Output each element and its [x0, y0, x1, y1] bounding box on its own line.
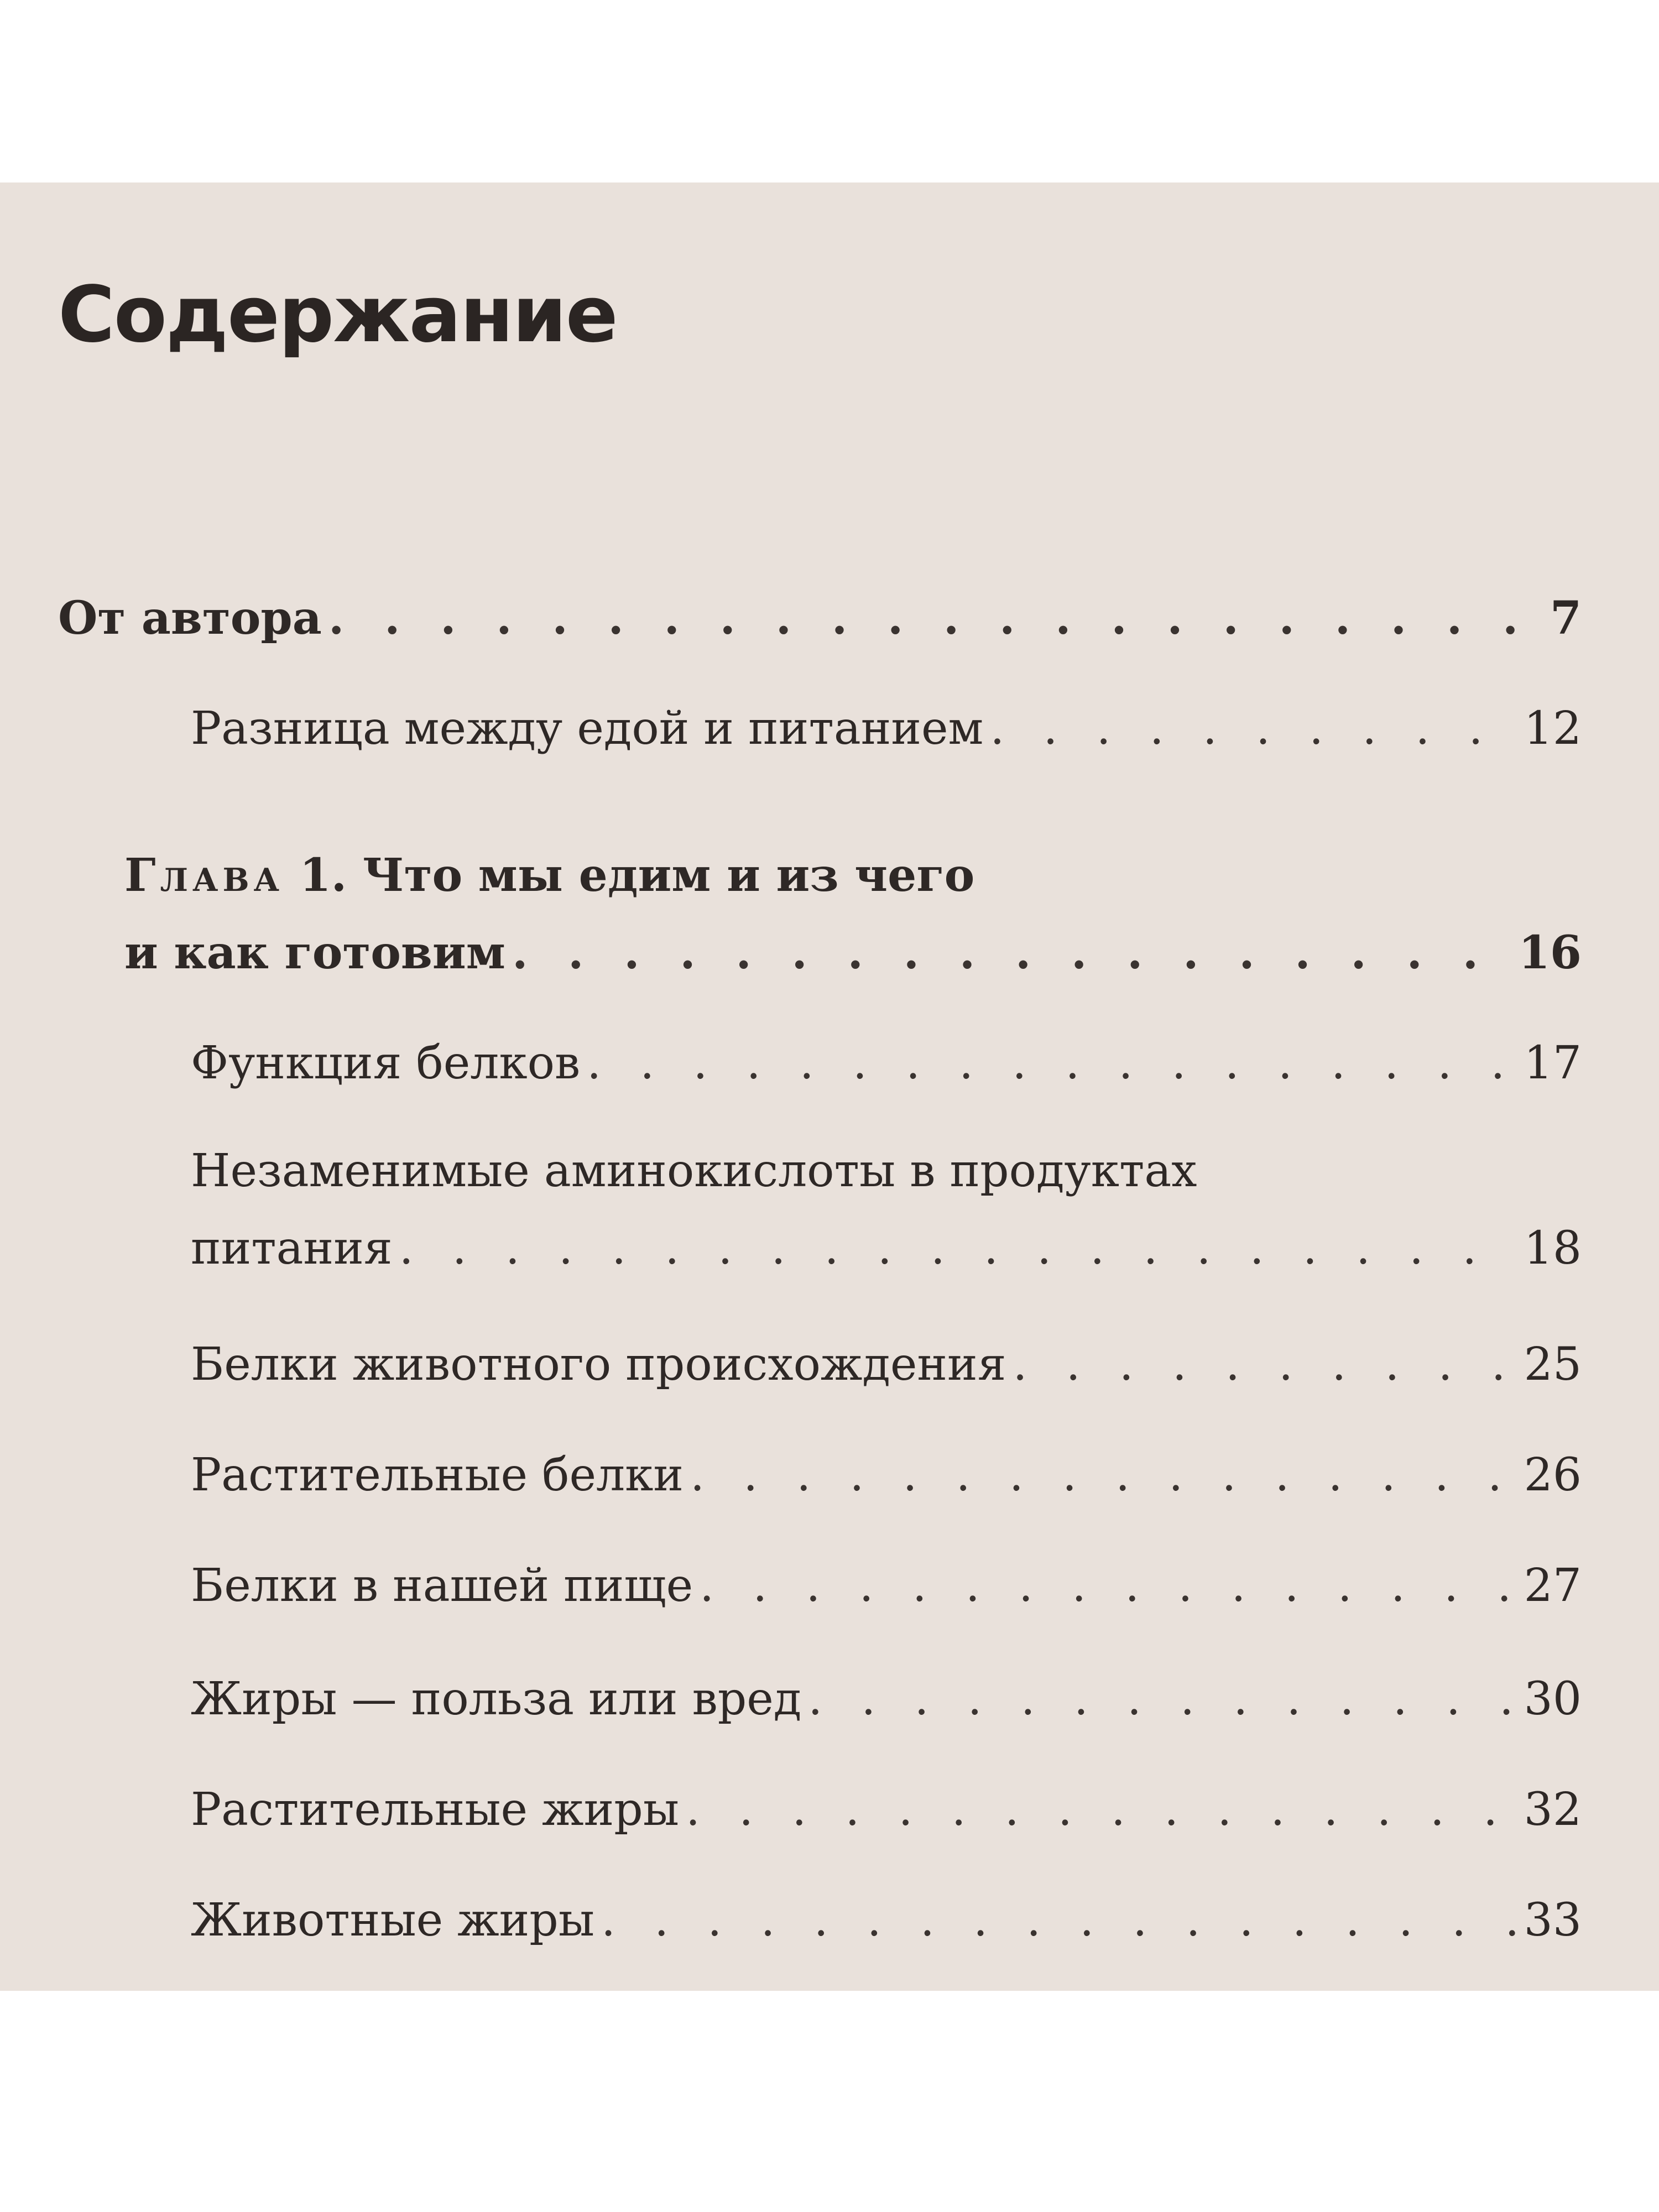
dot-leader	[990, 702, 1517, 755]
toc-page-number: 27	[1524, 1559, 1582, 1612]
dot-leader	[700, 1559, 1517, 1612]
toc-entry-title: От автора	[58, 592, 322, 645]
toc-entry-title: Растительные белки	[191, 1449, 684, 1501]
toc-page-number: 33	[1524, 1894, 1582, 1947]
toc-page-number: 17	[1524, 1037, 1582, 1089]
table-of-contents	[0, 182, 1659, 1991]
toc-entry-title: Жиры — польза или вред	[191, 1673, 802, 1725]
toc-page-number: 16	[1518, 926, 1582, 979]
dot-leader	[808, 1673, 1517, 1725]
toc-entry-title-line-2: питания	[191, 1222, 393, 1275]
toc-page-number: 7	[1550, 592, 1582, 645]
toc-page-number: 25	[1524, 1338, 1582, 1391]
dot-leader	[512, 926, 1512, 979]
toc-entry-title: Разница между едой и питанием	[191, 702, 984, 755]
dot-leader	[686, 1783, 1517, 1836]
toc-entry-title: Растительные жиры	[191, 1783, 679, 1836]
toc-entry-title: Белки в нашей пище	[191, 1559, 693, 1612]
toc-page-number: 26	[1524, 1449, 1582, 1501]
chapter-title-line-2: и как готовим	[124, 926, 505, 979]
dot-leader	[587, 1037, 1517, 1089]
toc-page-number: 30	[1524, 1673, 1582, 1725]
dot-leader	[399, 1222, 1517, 1275]
toc-page-number: 12	[1524, 702, 1582, 755]
book-page	[0, 182, 1659, 1991]
dot-leader	[601, 1894, 1517, 1947]
page-title: Содержание	[58, 270, 617, 360]
toc-entry-title-line-1: Незаменимые аминокислоты в продуктах	[191, 1145, 1197, 1197]
chapter-label: Глава	[124, 849, 284, 902]
toc-entry-title: Белки животного происхождения	[191, 1338, 1006, 1391]
dot-leader	[1013, 1338, 1517, 1391]
toc-entry-title: Животные жиры	[191, 1894, 595, 1947]
chapter-title-line-1: 1. Что мы едим и из чего	[299, 849, 975, 902]
toc-entry-title: Функция белков	[191, 1037, 581, 1089]
toc-page-number: 18	[1524, 1222, 1582, 1275]
dot-leader	[328, 592, 1543, 645]
dot-leader	[690, 1449, 1517, 1501]
toc-page-number: 32	[1524, 1783, 1582, 1836]
